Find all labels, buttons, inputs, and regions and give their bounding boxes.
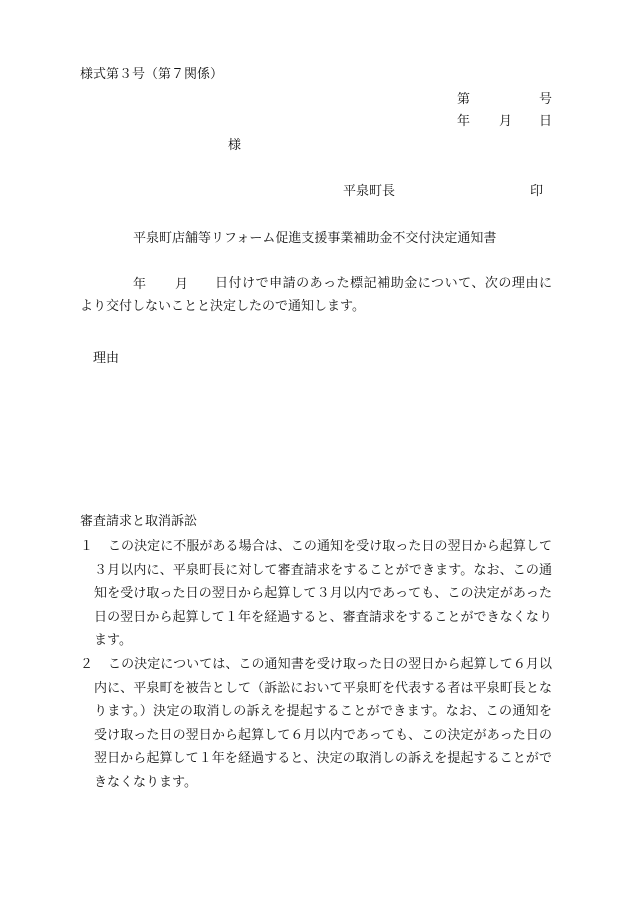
document-number-suffix: 号 — [539, 92, 553, 107]
date-day: 日 — [539, 114, 553, 129]
form-label: 様式第３号（第７関係） — [80, 67, 224, 82]
body-year: 年 — [133, 277, 147, 292]
appeal-item-number: １ — [80, 539, 94, 554]
seal-mark: 印 — [530, 184, 544, 199]
date-month: 月 — [499, 114, 513, 129]
document-title: 平泉町店舗等リフォーム促進支援事業補助金不交付決定通知書 — [133, 231, 497, 246]
document-number-prefix: 第 — [457, 92, 471, 107]
appeal-item-1 — [80, 535, 552, 653]
body-month: 月 — [175, 277, 189, 292]
body-text: 日付けで申請のあった標記補助金について、次の理由により交付しないことと決定したので通知します。 — [80, 276, 552, 314]
appeal-heading: 審査請求と取消訴訟 — [80, 514, 198, 529]
appeal-item-2 — [80, 653, 552, 794]
appeal-item-number: ２ — [80, 657, 94, 672]
date-year: 年 — [457, 114, 471, 129]
issuer-name: 平泉町長 — [343, 184, 396, 199]
addressee-suffix: 様 — [228, 138, 242, 153]
appeal-item-text: この決定については、この通知書を受け取った日の翌日から起算して６月以内に、平泉町を被告として（訴訟において平泉町を代表する者は平泉町長となります。）決定の取消しの訴えを提起することができます。なお、この通知を受け取った日の翌日から起算して６月以内であっても、この決定があった日の翌日から起算して１年を経過すると、決定の取消しの訴えを提起することができなくなります。 — [94, 657, 552, 790]
appeal-item-text: この決定に不服がある場合は、この通知を受け取った日の翌日から起算して３月以内に、平泉町長に対して審査請求をすることができます。なお、この通知を受け取った日の翌日から起算して３月以内であっても、この決定があった日の翌日から起算して１年を経過すると、審査請求をすることができなくなります。 — [94, 539, 552, 648]
reason-label: 理由 — [93, 351, 120, 366]
